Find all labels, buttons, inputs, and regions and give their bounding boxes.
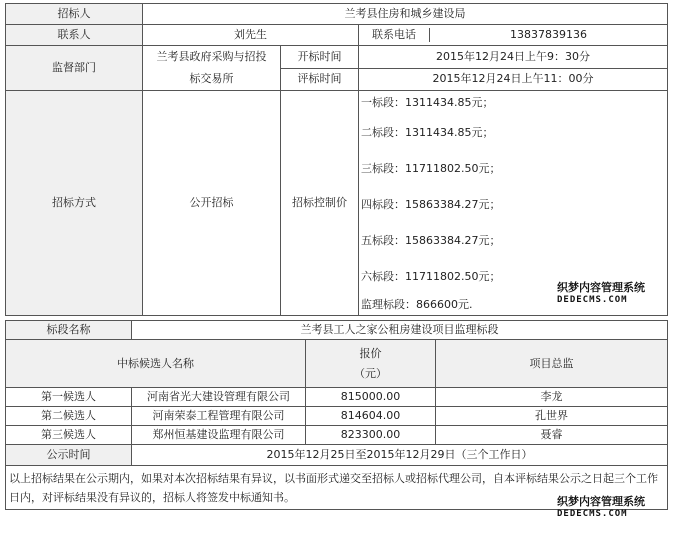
candidate-director: 聂睿 <box>436 426 668 445</box>
price-header-line2: （元） <box>354 366 387 380</box>
candidate-price: 814604.00 <box>306 407 436 426</box>
table-row <box>6 407 668 426</box>
candidate-name: 河南荣泰工程管理有限公司 <box>132 407 306 426</box>
price-header-line1: 报价 <box>359 346 382 360</box>
segment-2: 二标段：1311434.85元； <box>361 126 494 139</box>
tenderer-value: 兰考县住房和城乡建设局 <box>143 4 668 25</box>
control-price-label: 招标控制价 <box>281 91 359 316</box>
section-name-value: 兰考县工人之家公租房建设项目监理标段 <box>132 321 668 340</box>
supervisor-value-line1: 兰考县政府采购与招投 <box>156 50 267 63</box>
contact-value: 刘先生 <box>143 25 359 46</box>
method-label: 招标方式 <box>6 91 143 316</box>
publicity-label: 公示时间 <box>6 445 132 466</box>
segment-1: 一标段：1311434.85元； <box>361 96 494 109</box>
phone-cell <box>359 25 668 46</box>
method-value: 公开招标 <box>143 91 281 316</box>
candidate-director: 李龙 <box>436 388 668 407</box>
watermark-line1: 织梦内容管理系统 <box>557 281 645 294</box>
candidates-table <box>5 320 668 510</box>
candidate-rank: 第二候选人 <box>6 407 132 426</box>
candidate-price: 823300.00 <box>306 426 436 445</box>
tender-info-table <box>5 3 668 316</box>
candidate-rank: 第三候选人 <box>6 426 132 445</box>
candidate-director: 孔世界 <box>436 407 668 426</box>
open-time-value: 2015年12月24日上午9：30分 <box>359 46 668 69</box>
candidate-name-header: 中标候选人名称 <box>6 340 306 388</box>
candidate-name: 河南省光大建设管理有限公司 <box>132 388 306 407</box>
candidate-price: 815000.00 <box>306 388 436 407</box>
watermark-bottom <box>557 496 645 520</box>
open-time-label: 开标时间 <box>281 46 359 69</box>
result-note: 以上招标结果在公示期内，如果对本次招标结果有异议，以书面形式递交至招标人或招标代理公司，自本评标结果公示之日起三个工作日内，对评标结果没有异议的，招标人将签发中标通知书。 <box>6 466 668 510</box>
supervisor-value-line2: 标交易所 <box>189 72 234 85</box>
publicity-value: 2015年12月25日至2015年12月29日（三个工作日） <box>132 445 668 466</box>
watermark-line2: DEDECMS.COM <box>557 295 628 305</box>
phone-label: 联系电话 <box>359 28 430 42</box>
director-header: 项目总监 <box>436 340 668 388</box>
section-name-label: 标段名称 <box>6 321 132 340</box>
candidate-name: 郑州恒基建设监理有限公司 <box>132 426 306 445</box>
watermark-line1: 织梦内容管理系统 <box>557 495 645 508</box>
table-row <box>6 426 668 445</box>
watermark-line2: DEDECMS.COM <box>557 509 628 519</box>
segment-5: 五标段：15863384.27元； <box>361 234 501 247</box>
supervisor-value <box>143 46 281 91</box>
price-header <box>306 340 436 388</box>
segment-supervision: 监理标段：866600元. <box>361 298 473 311</box>
segment-4: 四标段：15863384.27元； <box>361 198 501 211</box>
table-row <box>6 388 668 407</box>
segment-6: 六标段：11711802.50元； <box>361 270 501 283</box>
supervisor-label: 监督部门 <box>6 46 143 91</box>
phone-value: 13837839136 <box>510 28 587 41</box>
segment-3: 三标段：11711802.50元； <box>361 162 501 175</box>
tenderer-label: 招标人 <box>6 4 143 25</box>
watermark-top <box>557 282 645 306</box>
candidate-rank: 第一候选人 <box>6 388 132 407</box>
eval-time-label: 评标时间 <box>281 68 359 91</box>
eval-time-value: 2015年12月24日上午11：00分 <box>359 68 668 91</box>
contact-label: 联系人 <box>6 25 143 46</box>
